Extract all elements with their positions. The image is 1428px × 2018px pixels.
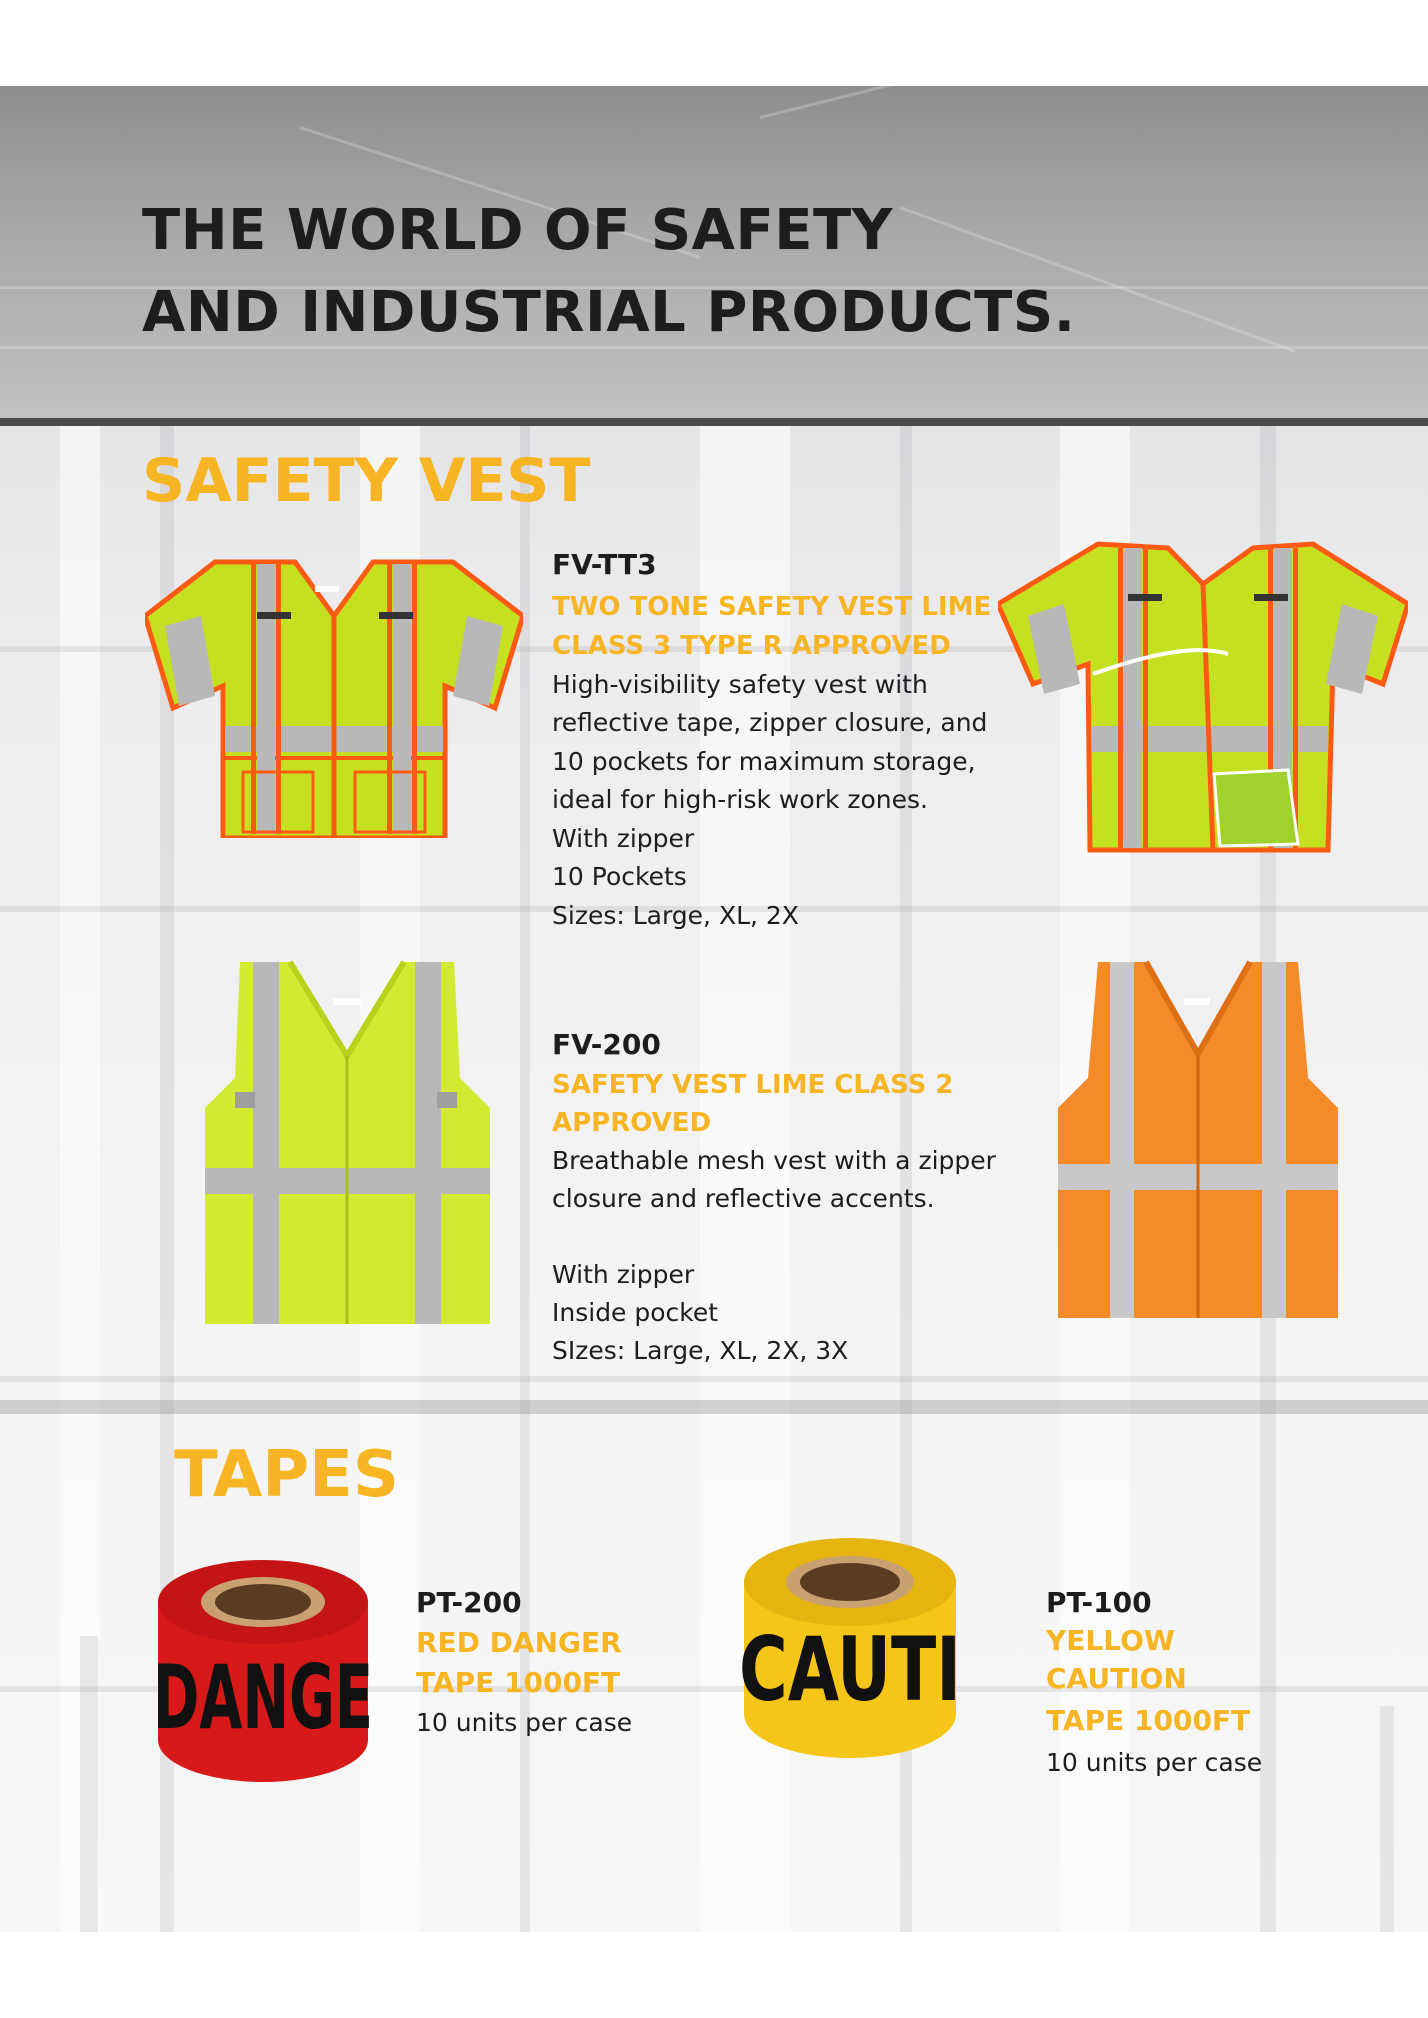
two-tone-vest-front-image — [145, 556, 523, 838]
product-code-pt-100: PT-100 — [1046, 1586, 1152, 1619]
product-description-line: 10 pockets for maximum storage, — [552, 747, 976, 776]
product-name-line: CLASS 3 TYPE R APPROVED — [552, 631, 951, 661]
header-divider — [0, 418, 1428, 426]
product-name-line: TWO TONE SAFETY VEST LIME — [552, 592, 992, 622]
product-code-fv-200: FV-200 — [552, 1028, 661, 1061]
product-description-line: Breathable mesh vest with a zipper — [552, 1146, 996, 1175]
product-feature-line: 10 Pockets — [552, 862, 687, 891]
product-sizes: Sizes: Large, XL, 2X — [552, 901, 799, 930]
product-name-line: APPROVED — [552, 1108, 712, 1138]
orange-vest-image — [1058, 958, 1338, 1318]
units-per-case: 10 units per case — [416, 1708, 633, 1737]
tape-roll-text: CAUTI — [739, 1618, 961, 1721]
product-sizes: SIzes: Large, XL, 2X, 3X — [552, 1336, 849, 1365]
page-title-line-1: THE WORLD OF SAFETY — [142, 198, 893, 263]
product-name-line: CAUTION — [1046, 1662, 1187, 1695]
red-danger-tape-image — [138, 1550, 388, 1782]
product-name-line: YELLOW — [1046, 1624, 1175, 1657]
product-description-line: ideal for high-risk work zones. — [552, 785, 928, 814]
page-title-line-2: AND INDUSTRIAL PRODUCTS. — [142, 280, 1076, 345]
page-footer-margin — [0, 1932, 1428, 2018]
product-description-line: closure and reflective accents. — [552, 1184, 935, 1213]
safety-vest-heading: SAFETY VEST — [142, 446, 591, 516]
units-per-case: 10 units per case — [1046, 1748, 1263, 1777]
product-code-fv-tt3: FV-TT3 — [552, 548, 657, 581]
product-name-line: SAFETY VEST LIME CLASS 2 — [552, 1070, 954, 1100]
product-code-pt-200: PT-200 — [416, 1586, 522, 1619]
product-feature-line: With zipper — [552, 824, 695, 853]
yellow-caution-tape-image — [724, 1528, 976, 1764]
product-name-line: TAPE 1000FT — [1046, 1704, 1251, 1737]
tapes-heading: TAPES — [174, 1438, 399, 1512]
product-feature-line: Inside pocket — [552, 1298, 719, 1327]
lime-vest-image — [205, 958, 490, 1324]
tape-roll-text: DANGE — [153, 1646, 373, 1749]
product-name-line: RED DANGER — [416, 1626, 622, 1659]
product-description-line: High-visibility safety vest with — [552, 670, 928, 699]
section-divider — [0, 1400, 1428, 1414]
product-name-line: TAPE 1000FT — [416, 1666, 621, 1699]
product-description-line: reflective tape, zipper closure, and — [552, 708, 988, 737]
product-feature-line: With zipper — [552, 1260, 695, 1289]
two-tone-vest-open-image — [998, 534, 1408, 854]
